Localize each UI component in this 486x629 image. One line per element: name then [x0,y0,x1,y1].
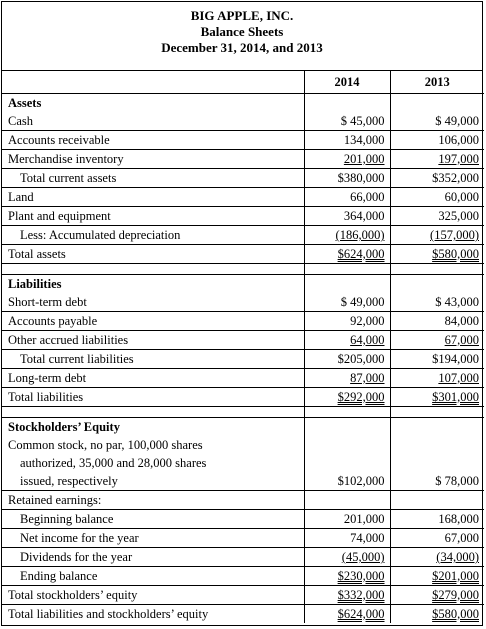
table-row [2,548,484,567]
value-2013: $ 43,000 [390,293,484,312]
table-row [2,350,484,369]
value-2014: $205,000 [304,350,390,369]
value-2014: $ 49,000 [304,293,390,312]
value-2014: 201,000 [343,152,385,166]
table-row [2,369,484,388]
value-2014: $624,000 [337,247,385,261]
table-row [2,245,484,264]
value-2014: 364,000 [304,207,390,226]
value-2013: $194,000 [390,350,484,369]
table-row [2,331,484,350]
row-label: Total current liabilities [2,350,304,369]
row-label: Total stockholders’ equity [2,586,304,605]
row-label: Other accrued liabilities [2,331,304,350]
row-label: Short-term debt [2,293,304,312]
row-label: Dividends for the year [2,548,304,567]
value-2013: $301,000 [432,390,479,404]
value-2013: 67,000 [444,333,479,347]
table-row [2,388,484,407]
table-row [2,293,484,312]
table-row [2,586,484,605]
value-2014: (45,000) [341,550,385,564]
value-2013: $201,000 [432,569,479,583]
table-row [2,605,484,624]
value-2014: $230,000 [337,569,385,583]
liabilities-heading: Liabilities [8,277,62,291]
table-row [2,436,484,454]
value-2013: (34,000) [436,550,479,564]
value-2013: $580,000 [432,607,479,621]
value-2014: $624,000 [337,607,385,621]
table-row [2,472,484,491]
common-stock-line1: Common stock, no par, 100,000 shares [8,438,203,452]
value-2013: 325,000 [390,207,484,226]
table-row [2,529,484,548]
company-name: BIG APPLE, INC. [190,8,294,23]
row-label: Beginning balance [2,510,304,529]
row-label: Total current assets [2,169,304,188]
balance-table [2,71,484,623]
table-row [2,150,484,169]
table-row [2,510,484,529]
header-2014: 2014 [304,71,390,94]
value-2013: $ 78,000 [390,472,484,491]
row-label: Retained earnings: [2,491,304,510]
table-row [2,169,484,188]
value-2014: 66,000 [304,188,390,207]
row-label: Land [2,188,304,207]
table-row [2,131,484,150]
table-row [2,188,484,207]
value-2014: $292,000 [337,390,385,404]
row-label: Accounts receivable [2,131,304,150]
value-2013: 60,000 [390,188,484,207]
statement-name: Balance Sheets [200,24,284,39]
value-2013: $ 49,000 [390,112,484,131]
common-stock-line3: issued, respectively [2,472,304,491]
row-label: Accounts payable [2,312,304,331]
header-blank [2,71,304,94]
equity-heading: Stockholders’ Equity [8,420,120,434]
assets-heading: Assets [8,96,42,110]
assets-heading-row [2,94,484,113]
table-row [2,207,484,226]
row-label: Plant and equipment [2,207,304,226]
row-label: Total liabilities and stockholders’ equity [8,607,209,621]
value-2013: 84,000 [390,312,484,331]
table-row [2,454,484,472]
table-row [2,226,484,245]
value-2014: (186,000) [335,228,385,242]
value-2013: $279,000 [432,588,479,602]
row-label: Total liabilities [2,388,304,407]
row-label: Total assets [2,245,304,264]
value-2014: $332,000 [337,588,385,602]
table-row [2,567,484,586]
row-label: Long-term debt [2,369,304,388]
value-2014: 92,000 [304,312,390,331]
balance-sheet [1,1,483,626]
row-label: Net income for the year [2,529,304,548]
value-2014: 64,000 [350,333,385,347]
statement-date: December 31, 2014, and 2013 [161,40,323,55]
table-row [2,491,484,510]
header-2013: 2013 [390,71,484,94]
value-2014: $380,000 [304,169,390,188]
equity-heading-row [2,418,484,437]
value-2013: 106,000 [390,131,484,150]
value-2014: 201,000 [304,510,390,529]
value-2014: $ 45,000 [304,112,390,131]
common-stock-line2: authorized, 35,000 and 28,000 shares [20,456,207,470]
table-row [2,312,484,331]
spacer-row [2,264,484,275]
row-label: Merchandise inventory [2,150,304,169]
value-2013: 67,000 [390,529,484,548]
row-label: Less: Accumulated depreciation [2,226,304,245]
value-2013: (157,000) [430,228,479,242]
value-2013: 168,000 [390,510,484,529]
row-label: Cash [2,112,304,131]
value-2013: 197,000 [438,152,479,166]
value-2014: 87,000 [350,371,385,385]
value-2013: 107,000 [438,371,479,385]
value-2014: 74,000 [304,529,390,548]
value-2013: $352,000 [390,169,484,188]
spacer-row [2,407,484,418]
liabilities-heading-row [2,275,484,294]
table-row [2,112,484,131]
column-header-row [2,71,484,94]
value-2013: $580,000 [432,247,479,261]
value-2014: $102,000 [304,472,390,491]
value-2014: 134,000 [304,131,390,150]
title-block [2,2,482,71]
row-label: Ending balance [2,567,304,586]
